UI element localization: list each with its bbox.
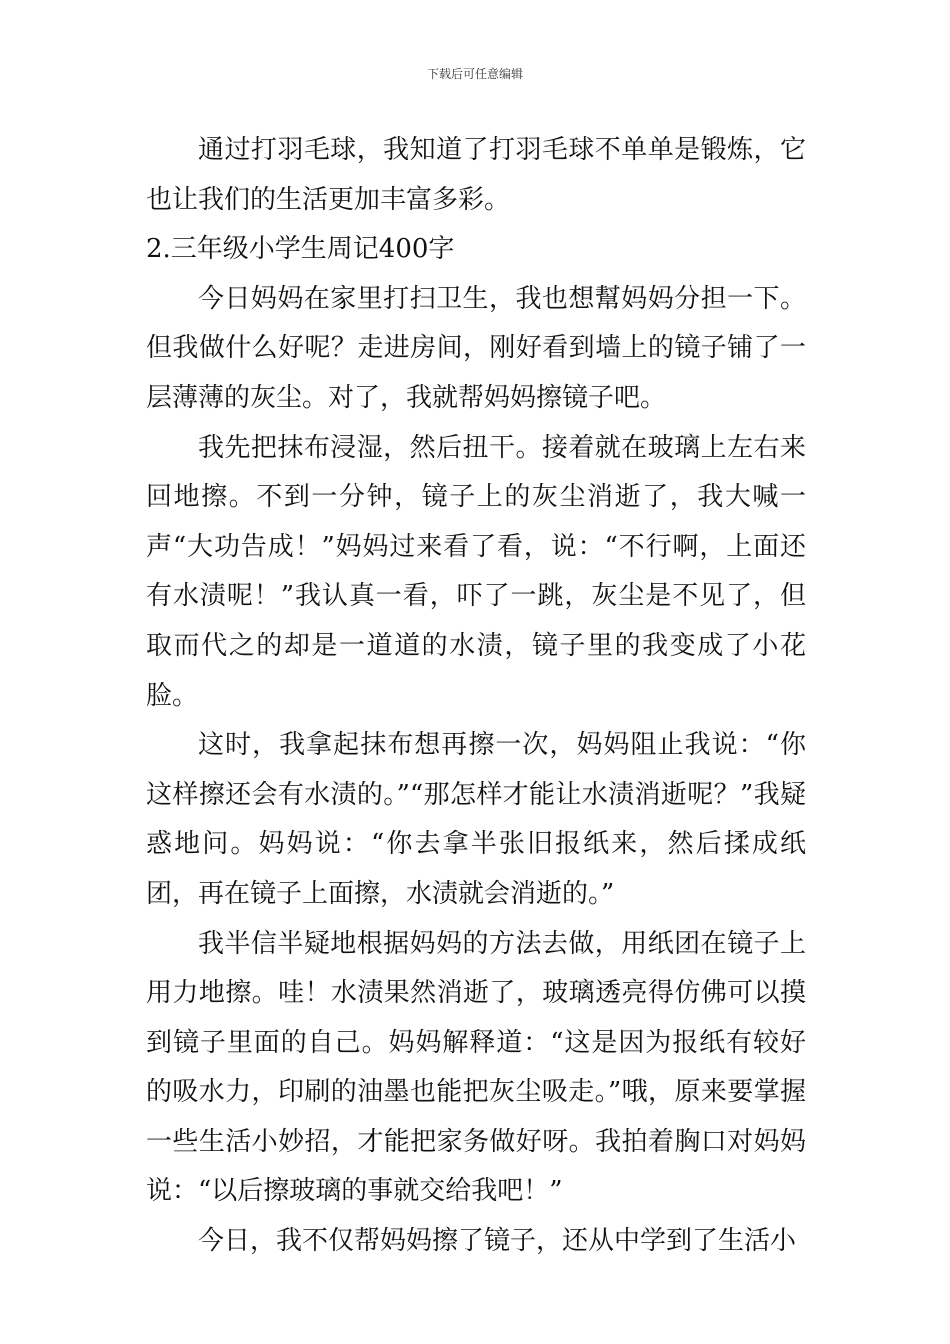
paragraph-4: 我半信半疑地根据妈妈的方法去做，用纸团在镜子上用力地擦。哇！水渍果然消逝了，玻璃透亮得仿佛可以摸到镜子里面的自己。妈妈解释道：“这是因为报纸有较好的吸水力，印刷的油墨也能把灰尘吸走。”哦，原来要掌握一些生活小妙招，才能把家务做好呀。我拍着胸口对妈妈说：“以后擦玻璃的事就交给我吧！” <box>146 928 806 1207</box>
document-body <box>146 126 806 1267</box>
section-heading: 2.三年级小学生周记400字 <box>146 234 455 265</box>
paragraph-2: 我先把抹布浸湿，然后扭干。接着就在玻璃上左右来回地擦。不到一分钟，镜子上的灰尘消逝了，我大喊一声“大功告成！”妈妈过来看了看，说：“不行啊，上面还有水渍呢！”我认真一看，吓了一跳，灰尘是不见了，但取而代之的却是一道道的水渍，镜子里的我变成了小花脸。 <box>146 432 806 711</box>
paragraph-5: 今日，我不仅帮妈妈擦了镜子，还从中学到了生活小 <box>198 1226 797 1257</box>
paragraph-3: 这时，我拿起抹布想再擦一次，妈妈阻止我说：“你这样擦还会有水渍的。”“那怎样才能让水渍消逝呢？”我疑惑地问。妈妈说：“你去拿半张旧报纸来，然后揉成纸团，再在镜子上面擦，水渍就会消逝的。” <box>146 730 806 909</box>
paragraph-intro: 通过打羽毛球，我知道了打羽毛球不单单是锻炼，它也让我们的生活更加丰富多彩。 <box>146 135 806 215</box>
page-header: 下载后可任意编辑 <box>426 67 523 81</box>
paragraph-1: 今日妈妈在家里打扫卫生，我也想幫妈妈分担一下。但我做什么好呢？走进房间，刚好看到墙上的镜子铺了一层薄薄的灰尘。对了，我就帮妈妈擦镜子吧。 <box>146 283 806 413</box>
